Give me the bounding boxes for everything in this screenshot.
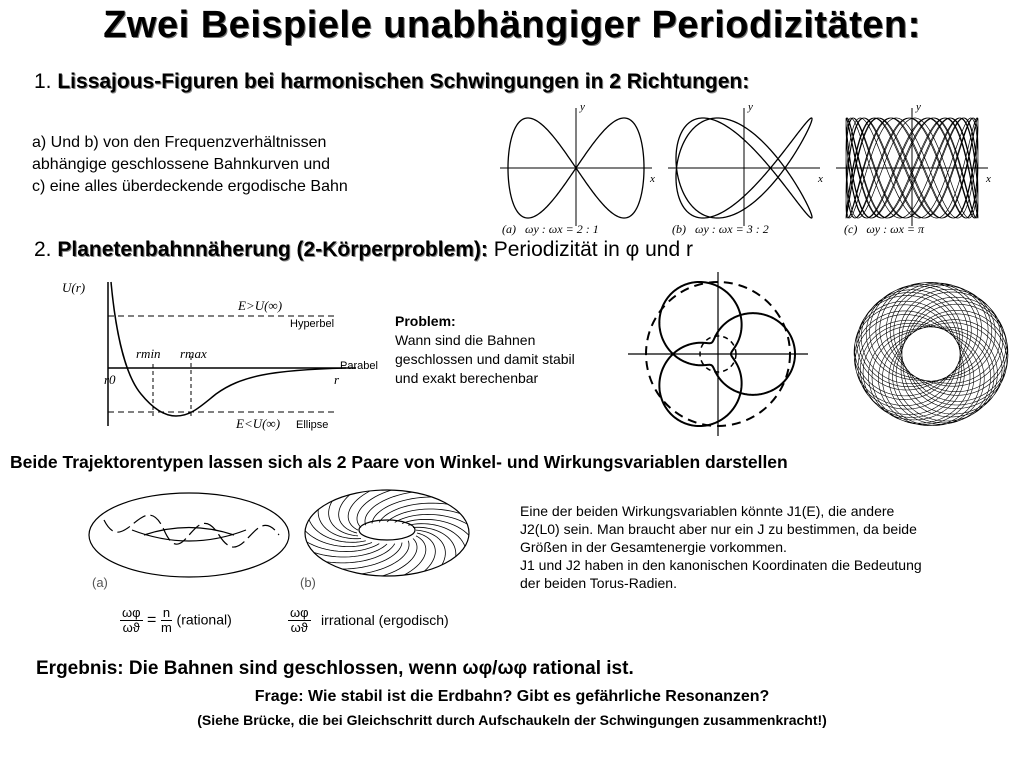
section1-line: abhängige geschlossene Bahnkurven und <box>32 156 331 173</box>
ergodic-path <box>854 282 1008 425</box>
rational-label: (rational) <box>176 611 232 628</box>
section2-suffix: Periodizität in φ und r <box>493 238 693 261</box>
both-line: Beide Trajektorentypen lassen sich als 2 Paare von Winkel- und Wirkungsvariablen darstellen <box>10 452 788 472</box>
wirkung-line: J2(L0) sein. Man braucht aber nur ein J zu bestimmen, da beide <box>520 521 917 537</box>
omega-theta-label: ωϑ <box>290 620 308 635</box>
section2-title: Planetenbahnnäherung (2-Körperproblem): <box>57 238 488 261</box>
torus-a-tag: (a) <box>92 575 108 590</box>
plot-e-pos: E>U(∞) <box>238 298 283 313</box>
ergebnis-line: Ergebnis: Die Bahnen sind geschlossen, wenn ωφ/ωφ rational ist. <box>36 658 634 679</box>
wirkung-text <box>520 502 922 592</box>
lissajous-a <box>500 101 655 226</box>
lissajous-a-ratio: ωy : ωx = 2 : 1 <box>525 222 599 236</box>
ergodic-rosette <box>846 280 1016 430</box>
section1-line: a) Und b) von den Frequenzverhältnissen <box>32 134 327 151</box>
problem-text <box>395 312 575 388</box>
section1-line: c) eine alles überdeckende ergodische Bahn <box>32 178 348 195</box>
torus-b-line <box>305 531 372 547</box>
problem-line: geschlossen und damit stabil <box>395 351 575 367</box>
omega-phi-label: ωφ <box>122 605 141 620</box>
omega-theta-label: ωϑ <box>122 620 140 635</box>
potential-plot <box>56 276 386 436</box>
torus-b-line <box>417 533 435 571</box>
plot-ellipse: Ellipse <box>296 419 329 431</box>
formula-rational: $\frac{\omega\varphi}{\omega ϑ}$ = $\frac{n}{m}$ (rational) <box>122 605 232 635</box>
torus-b-tag: (b) <box>300 575 316 590</box>
plot-r0: r0 <box>104 372 116 387</box>
section1-title: Lissajous-Figuren bei harmonischen Schwingungen in 2 Richtungen: <box>57 70 750 93</box>
section2-heading <box>34 238 693 262</box>
lissajous-b-tag: (b) <box>672 222 686 236</box>
y-axis-label: y <box>916 101 921 113</box>
torus-b-line <box>402 519 469 535</box>
ergodic-rosette-curve <box>854 282 1008 425</box>
y-axis-label: y <box>748 101 753 113</box>
lissajous-b <box>668 101 823 226</box>
section1-number: 1. <box>34 70 52 93</box>
lissajous-c-tag: (c) <box>844 222 858 236</box>
formula-irrational <box>288 606 449 635</box>
problem-title: Problem: <box>395 313 456 329</box>
omega-phi-label: ωφ <box>290 605 309 620</box>
plot-ylabel: U(r) <box>62 280 86 295</box>
plot-rmin: rmin <box>136 346 161 361</box>
frage-line: Frage: Wie stabil ist die Erdbahn? Gibt es gefährliche Resonanzen? <box>254 688 770 705</box>
section1-heading <box>34 70 749 94</box>
torus-b-line <box>416 530 445 565</box>
plot-e-neg: E<U(∞) <box>236 416 281 431</box>
wirkung-line: der beiden Torus-Radien. <box>520 575 677 591</box>
y-axis-label: y <box>580 101 585 113</box>
lissajous-a-caption <box>502 222 599 237</box>
bruecke-line: (Siehe Brücke, die bei Gleichschritt durch Aufschaukeln der Schwingungen zusammenkracht!) <box>197 712 827 728</box>
page-title: Zwei Beispiele unabhängiger Periodizitäten: <box>103 4 921 46</box>
lissajous-b-caption <box>672 222 769 237</box>
problem-line: und exakt berechenbar <box>395 370 539 386</box>
torus-b-line <box>314 544 387 557</box>
plot-hyperbel: Hyperbel <box>290 318 335 330</box>
torus-b-lines <box>305 490 469 576</box>
torus-b-line <box>413 527 456 556</box>
lissajous-b-ratio: ωy : ωx = 3 : 2 <box>695 222 769 236</box>
lissajous-c <box>836 101 991 226</box>
frac-n: n <box>162 605 171 620</box>
x-axis-label: x <box>650 173 655 185</box>
orbit-rosette <box>628 272 808 432</box>
wirkung-line: J1 und J2 haben in den kanonischen Koordinaten die Bedeutung <box>520 557 922 573</box>
plot-rmax: rmax <box>180 346 207 361</box>
torus-b-line <box>387 509 460 522</box>
lissajous-a-tag: (a) <box>502 222 516 236</box>
frac-m: m <box>161 620 172 635</box>
wirkung-line: Größen in der Gesamtenergie vorkommen. <box>520 539 787 555</box>
problem-line: Wann sind die Bahnen <box>395 332 536 348</box>
plot-r: r <box>334 372 340 387</box>
section1-text <box>32 132 348 198</box>
section2-number: 2. <box>34 238 52 261</box>
plot-parabel: Parabel <box>340 360 378 372</box>
torus-a <box>84 490 294 580</box>
x-axis-label: x <box>986 173 991 185</box>
lissajous-c-ratio: ωy : ωx = π <box>866 222 925 236</box>
torus-b-line <box>318 510 361 539</box>
lissajous-c-caption <box>844 222 924 237</box>
wirkung-line: Eine der beiden Wirkungsvariablen könnte J1(E), die andere <box>520 503 895 519</box>
torus-b-line <box>329 501 358 536</box>
irrational-label: irrational (ergodisch) <box>321 611 449 628</box>
lissajous-figures <box>488 98 1008 238</box>
torus-b <box>302 488 472 578</box>
torus-b-line <box>339 495 357 533</box>
x-axis-label: x <box>818 173 823 185</box>
